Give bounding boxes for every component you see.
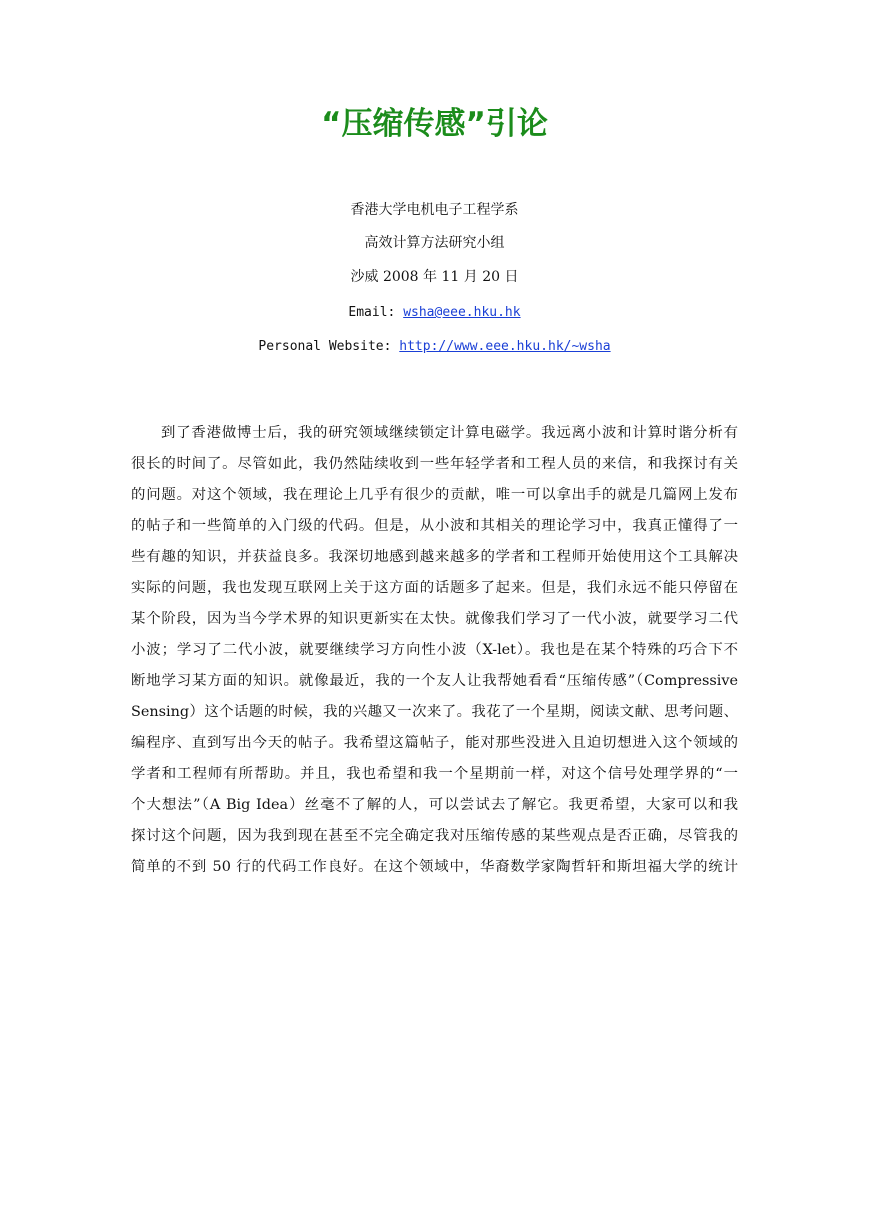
paragraph-line: 某个阶段，因为当今学术界的知识更新实在太快。就像我们学习了一代小波，就要学习二代 [131, 611, 738, 627]
paragraph-line: 的问题。对这个领域，我在理论上几乎有很少的贡献，唯一可以拿出手的就是几篇网上发布 [131, 487, 738, 503]
paragraph-line: 到了香港做博士后，我的研究领域继续锁定计算电磁学。我远离小波和计算时谐分析有 [161, 425, 738, 441]
paragraph-line: 编程序、直到写出今天的帖子。我希望这篇帖子，能对那些没进入且迫切想进入这个领域的 [131, 735, 738, 751]
paragraph-line: 实际的问题，我也发现互联网上关于这方面的话题多了起来。但是，我们永远不能只停留在 [131, 580, 738, 596]
email-label: Email: [348, 305, 404, 320]
website-link[interactable]: http://www.eee.hku.hk/~wsha [399, 339, 611, 354]
paragraph-line: 学者和工程师有所帮助。并且，我也希望和我一个星期前一样，对这个信号处理学界的“一 [131, 766, 738, 782]
paragraph-line: 的帖子和一些简单的入门级的代码。但是，从小波和其相关的理论学习中，我真正懂得了一 [131, 518, 738, 534]
paragraph-line: 些有趣的知识，并获益良多。我深切地感到越来越多的学者和工程师开始使用这个工具解决 [131, 549, 738, 565]
paragraph-line: 断地学习某方面的知识。就像最近，我的一个友人让我帮她看看“压缩传感”（Compressive [131, 673, 738, 689]
paragraph-line: Sensing）这个话题的时候，我的兴趣又一次来了。我花了一个星期，阅读文献、思考问题、 [131, 704, 738, 720]
paragraph-line: 小波；学习了二代小波，就要继续学习方向性小波（X-let）。我也是在某个特殊的巧合下不 [131, 642, 738, 658]
email-link[interactable]: wsha@eee.hku.hk [403, 305, 521, 320]
website-line [0, 337, 869, 357]
email-line [0, 303, 869, 323]
website-label: Personal Website: [258, 339, 400, 354]
paragraph-line: 个大想法”（A Big Idea）丝毫不了解的人，可以尝试去了解它。我更希望，大家可以和我 [131, 797, 738, 813]
research-group: 高效计算方法研究小组 [364, 235, 505, 251]
paragraph-line: 探讨这个问题，因为我到现在甚至不完全确定我对压缩传感的某些观点是否正确，尽管我的 [131, 828, 738, 844]
author-date: 沙威 2008 年 11 月 20 日 [350, 269, 519, 285]
paragraph-line: 很长的时间了。尽管如此，我仍然陆续收到一些年轻学者和工程人员的来信，和我探讨有关 [131, 456, 738, 472]
affiliation: 香港大学电机电子工程学系 [350, 202, 519, 218]
page-title: “压缩传感”引论 [321, 106, 548, 142]
paragraph-line: 简单的不到 50 行的代码工作良好。在这个领域中，华裔数学家陶哲轩和斯坦福大学的统计 [131, 859, 738, 875]
body-paragraph [131, 421, 738, 886]
